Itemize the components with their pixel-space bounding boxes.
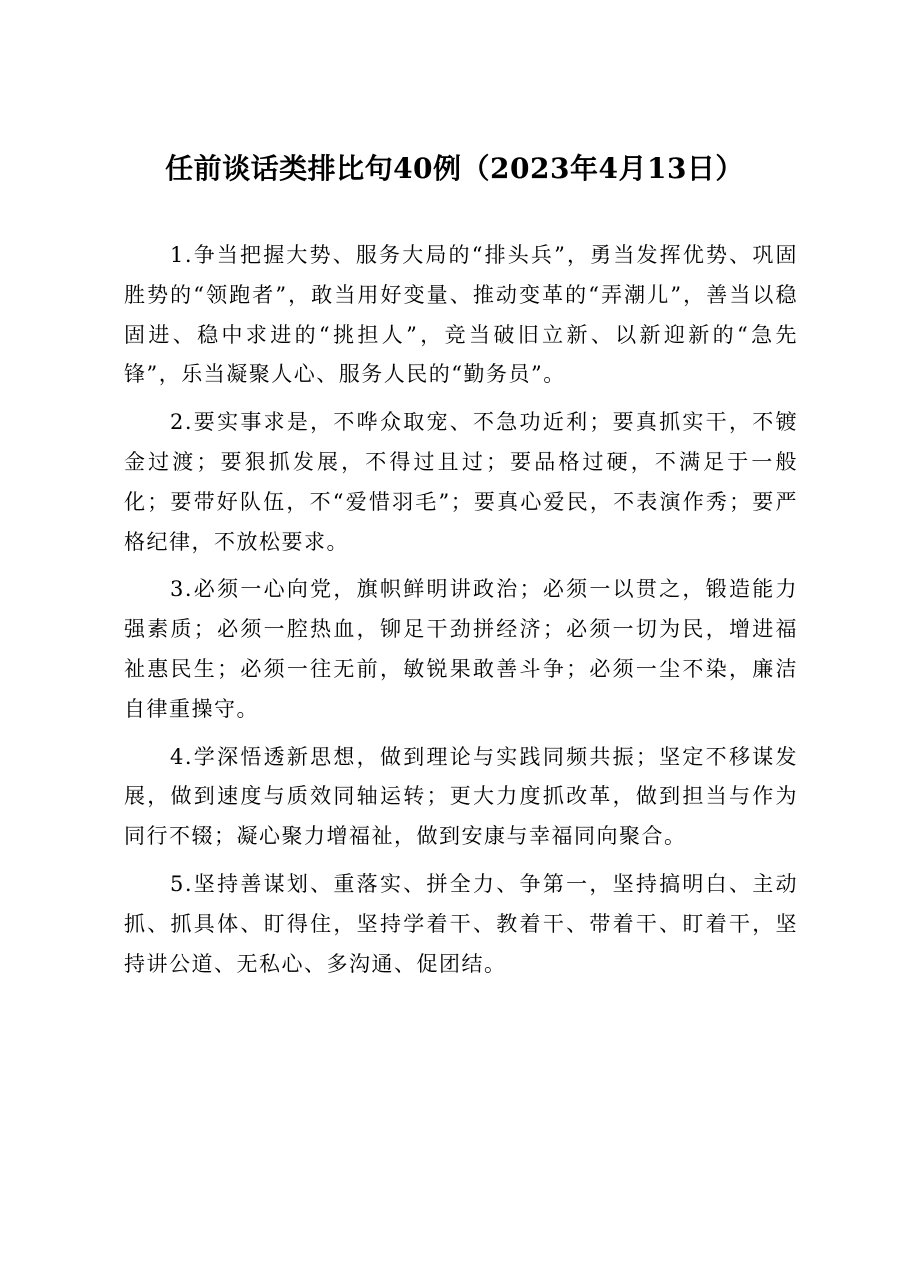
paragraph-5: 5.坚持善谋划、重落实、拼全力、争第一，坚持搞明白、主动抓、抓具体、盯得住，坚持学着干、教着干、带着干、盯着干，坚持讲公道、无私心、多沟通、促团结。 [124,871,798,976]
paragraph-4: 4.学深悟透新思想，做到理论与实践同频共振；坚定不移谋发展，做到速度与质效同轴运转；更大力度抓改革，做到担当与作为同行不辍；凝心聚力增福祉，做到安康与幸福同向聚合。 [124,744,798,849]
paragraph-3: 3.必须一心向党，旗帜鲜明讲政治；必须一以贯之，锻造能力强素质；必须一腔热血，铆足干劲拼经济；必须一切为民，增进福祉惠民生；必须一往无前，敏锐果敢善斗争；必须一尘不染，廉洁自律重操守。 [124,577,798,721]
paragraph-1: 1.争当把握大势、服务大局的“排头兵”，勇当发挥优势、巩固胜势的“领跑者”，敢当用好变量、推动变革的“弄潮儿”，善当以稳固进、稳中求进的“挑担人”，竞当破旧立新、以新迎新的“急先锋”，乐当凝聚人心、服务人民的“勤务员”。 [124,243,798,387]
paragraph-2: 2.要实事求是，不哗众取宠、不急功近利；要真抓实干，不镀金过渡；要狠抓发展，不得过且过；要品格过硬，不满足于一般化；要带好队伍，不“爱惜羽毛”；要真心爱民，不表演作秀；要严格纪律，不放松要求。 [124,410,798,554]
document-body [124,236,798,992]
document-title: 任前谈话类排比句40例（2023年4月13日） [165,152,744,185]
